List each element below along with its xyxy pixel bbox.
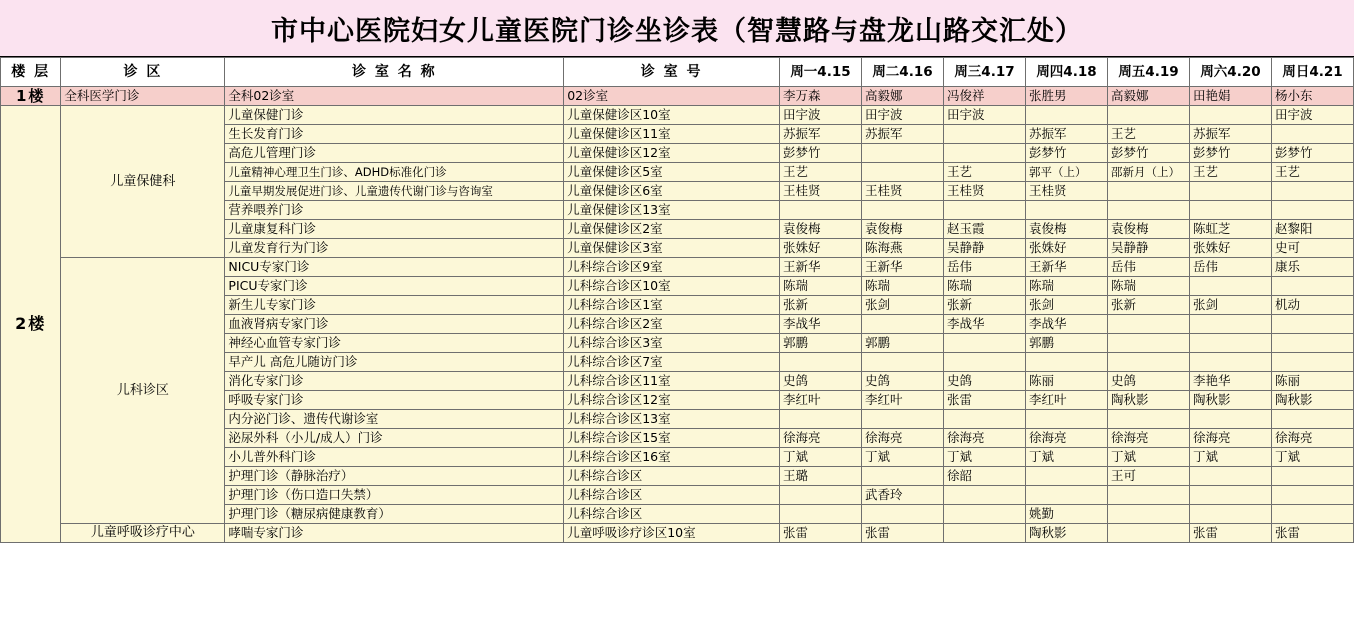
doctor-wed: [943, 486, 1025, 505]
doctor-sat: 张雷: [1189, 524, 1271, 543]
room-no: 儿童保健诊区2室: [564, 220, 780, 239]
doctor-wed: 张新: [943, 296, 1025, 315]
doctor-mon: 王桂贤: [779, 182, 861, 201]
doctor-mon: 李万森: [779, 87, 861, 106]
doctor-sat: 岳伟: [1189, 258, 1271, 277]
doctor-tue: 郭鹏: [861, 334, 943, 353]
doctor-sat: [1189, 334, 1271, 353]
doctor-sat: [1189, 410, 1271, 429]
clinic-name: 神经心血管专家门诊: [225, 334, 564, 353]
room-no: 儿童保健诊区13室: [564, 201, 780, 220]
doctor-sun: 彭梦竹: [1271, 144, 1353, 163]
clinic-name: 营养喂养门诊: [225, 201, 564, 220]
doctor-sun: [1271, 486, 1353, 505]
doctor-thu: [1025, 201, 1107, 220]
clinic-name: 生长发育门诊: [225, 125, 564, 144]
doctor-thu: 王桂贤: [1025, 182, 1107, 201]
clinic-name: 呼吸专家门诊: [225, 391, 564, 410]
doctor-fri: 陈瑞: [1107, 277, 1189, 296]
doctor-fri: 王可: [1107, 467, 1189, 486]
doctor-fri: [1107, 334, 1189, 353]
doctor-sat: [1189, 277, 1271, 296]
col-header-room-no: 诊 室 号: [564, 58, 780, 87]
room-no: 儿科综合诊区7室: [564, 353, 780, 372]
doctor-sun: 赵黎阳: [1271, 220, 1353, 239]
doctor-sun: 丁斌: [1271, 448, 1353, 467]
room-no: 儿童呼吸诊疗诊区10室: [564, 524, 780, 543]
doctor-mon: 王新华: [779, 258, 861, 277]
doctor-tue: 张雷: [861, 524, 943, 543]
doctor-wed: 冯俊祥: [943, 87, 1025, 106]
doctor-fri: [1107, 315, 1189, 334]
doctor-thu: 苏振军: [1025, 125, 1107, 144]
doctor-wed: [943, 524, 1025, 543]
doctor-mon: 陈瑞: [779, 277, 861, 296]
clinic-name: 儿童早期发展促进门诊、儿童遗传代谢门诊与咨询室: [225, 182, 564, 201]
page-title: 市中心医院妇女儿童医院门诊坐诊表（智慧路与盘龙山路交汇处）: [271, 15, 1083, 47]
dept-label-resp-center: 儿童呼吸诊疗中心: [61, 524, 225, 543]
doctor-wed: 田宇波: [943, 106, 1025, 125]
doctor-thu: [1025, 353, 1107, 372]
clinic-name: NICU专家门诊: [225, 258, 564, 277]
room-no: 儿童保健诊区12室: [564, 144, 780, 163]
doctor-fri: 岳伟: [1107, 258, 1189, 277]
room-no: 儿童保健诊区3室: [564, 239, 780, 258]
room-no: 儿童保健诊区11室: [564, 125, 780, 144]
clinic-name: PICU专家门诊: [225, 277, 564, 296]
doctor-tue: 丁斌: [861, 448, 943, 467]
doctor-thu: 陶秋影: [1025, 524, 1107, 543]
doctor-fri: [1107, 353, 1189, 372]
doctor-mon: 彭梦竹: [779, 144, 861, 163]
doctor-fri: [1107, 201, 1189, 220]
doctor-tue: [861, 505, 943, 524]
doctor-tue: [861, 353, 943, 372]
floor-label-1f: 1楼: [1, 87, 61, 106]
doctor-thu: [1025, 410, 1107, 429]
room-no: 儿童保健诊区6室: [564, 182, 780, 201]
room-no: 儿科综合诊区2室: [564, 315, 780, 334]
col-header-floor: 楼 层: [1, 58, 61, 87]
room-no: 儿科综合诊区11室: [564, 372, 780, 391]
doctor-sun: 康乐: [1271, 258, 1353, 277]
doctor-mon: [779, 505, 861, 524]
doctor-thu: 陈丽: [1025, 372, 1107, 391]
doctor-sun: [1271, 182, 1353, 201]
col-header-mon: 周一4.15: [779, 58, 861, 87]
doctor-fri: 彭梦竹: [1107, 144, 1189, 163]
doctor-fri: 徐海亮: [1107, 429, 1189, 448]
doctor-thu: 彭梦竹: [1025, 144, 1107, 163]
doctor-sat: 张剑: [1189, 296, 1271, 315]
doctor-mon: 史鸽: [779, 372, 861, 391]
doctor-sat: 丁斌: [1189, 448, 1271, 467]
doctor-mon: 王璐: [779, 467, 861, 486]
doctor-tue: 袁俊梅: [861, 220, 943, 239]
doctor-fri: 史鸽: [1107, 372, 1189, 391]
title-bar: [0, 0, 1354, 57]
doctor-sat: [1189, 315, 1271, 334]
floor-label-2f: 2楼: [1, 106, 61, 543]
doctor-mon: 李红叶: [779, 391, 861, 410]
doctor-wed: 李战华: [943, 315, 1025, 334]
dept-label-general: 全科医学门诊: [61, 87, 225, 106]
clinic-name: 哮喘专家门诊: [225, 524, 564, 543]
doctor-mon: 丁斌: [779, 448, 861, 467]
doctor-tue: 田宇波: [861, 106, 943, 125]
doctor-mon: 田宇波: [779, 106, 861, 125]
doctor-sun: [1271, 467, 1353, 486]
col-header-sat: 周六4.20: [1189, 58, 1271, 87]
doctor-wed: 王艺: [943, 163, 1025, 182]
col-header-wed: 周三4.17: [943, 58, 1025, 87]
doctor-thu: [1025, 106, 1107, 125]
col-header-thu: 周四4.18: [1025, 58, 1107, 87]
clinic-name: 儿童康复科门诊: [225, 220, 564, 239]
doctor-fri: [1107, 106, 1189, 125]
doctor-tue: 徐海亮: [861, 429, 943, 448]
table-row: [1, 524, 1354, 543]
clinic-name: 高危儿管理门诊: [225, 144, 564, 163]
col-header-tue: 周二4.16: [861, 58, 943, 87]
doctor-wed: 王桂贤: [943, 182, 1025, 201]
doctor-wed: [943, 410, 1025, 429]
room-no: 02诊室: [564, 87, 780, 106]
doctor-sat: 王艺: [1189, 163, 1271, 182]
doctor-fri: 张新: [1107, 296, 1189, 315]
doctor-tue: 张剑: [861, 296, 943, 315]
doctor-fri: [1107, 505, 1189, 524]
clinic-name: 全科02诊室: [225, 87, 564, 106]
doctor-tue: 王新华: [861, 258, 943, 277]
doctor-sat: [1189, 505, 1271, 524]
doctor-tue: 陈海燕: [861, 239, 943, 258]
doctor-wed: 吴静静: [943, 239, 1025, 258]
doctor-mon: 徐海亮: [779, 429, 861, 448]
table-header-row: [1, 58, 1354, 87]
doctor-sun: [1271, 201, 1353, 220]
clinic-name: 血液肾病专家门诊: [225, 315, 564, 334]
doctor-tue: 李红叶: [861, 391, 943, 410]
doctor-tue: 陈瑞: [861, 277, 943, 296]
doctor-wed: 徐韶: [943, 467, 1025, 486]
doctor-thu: 郭鹏: [1025, 334, 1107, 353]
doctor-sat: 陶秋影: [1189, 391, 1271, 410]
doctor-sat: [1189, 201, 1271, 220]
doctor-thu: 姚勤: [1025, 505, 1107, 524]
room-no: 儿科综合诊区1室: [564, 296, 780, 315]
doctor-tue: 高毅娜: [861, 87, 943, 106]
doctor-sun: 徐海亮: [1271, 429, 1353, 448]
doctor-wed: [943, 353, 1025, 372]
doctor-sat: 李艳华: [1189, 372, 1271, 391]
doctor-sun: [1271, 353, 1353, 372]
doctor-mon: 李战华: [779, 315, 861, 334]
doctor-mon: [779, 201, 861, 220]
doctor-sat: 田艳娟: [1189, 87, 1271, 106]
doctor-sat: [1189, 467, 1271, 486]
doctor-wed: 史鸽: [943, 372, 1025, 391]
dept-label-child-health: 儿童保健科: [61, 106, 225, 258]
clinic-name: 消化专家门诊: [225, 372, 564, 391]
room-no: 儿科综合诊区16室: [564, 448, 780, 467]
doctor-thu: 徐海亮: [1025, 429, 1107, 448]
clinic-name: 新生儿专家门诊: [225, 296, 564, 315]
doctor-sun: 王艺: [1271, 163, 1353, 182]
doctor-thu: 张胜男: [1025, 87, 1107, 106]
doctor-mon: 郭鹏: [779, 334, 861, 353]
doctor-sun: [1271, 277, 1353, 296]
doctor-tue: 苏振军: [861, 125, 943, 144]
doctor-sat: 张姝好: [1189, 239, 1271, 258]
doctor-thu: 丁斌: [1025, 448, 1107, 467]
doctor-mon: 袁俊梅: [779, 220, 861, 239]
clinic-name: 早产儿 高危儿随访门诊: [225, 353, 564, 372]
doctor-thu: 袁俊梅: [1025, 220, 1107, 239]
doctor-tue: 史鸽: [861, 372, 943, 391]
doctor-sun: 田宇波: [1271, 106, 1353, 125]
doctor-sat: [1189, 353, 1271, 372]
doctor-tue: 武香玲: [861, 486, 943, 505]
doctor-sat: [1189, 486, 1271, 505]
doctor-tue: [861, 163, 943, 182]
clinic-name: 小儿普外科门诊: [225, 448, 564, 467]
table-row: [1, 87, 1354, 106]
doctor-sat: 陈虹芝: [1189, 220, 1271, 239]
doctor-mon: 苏振军: [779, 125, 861, 144]
doctor-wed: [943, 125, 1025, 144]
doctor-wed: [943, 334, 1025, 353]
doctor-sun: [1271, 505, 1353, 524]
doctor-mon: 张新: [779, 296, 861, 315]
doctor-sun: [1271, 125, 1353, 144]
clinic-name: 内分泌门诊、遗传代谢诊室: [225, 410, 564, 429]
schedule-table: [0, 57, 1354, 543]
room-no: 儿科综合诊区3室: [564, 334, 780, 353]
doctor-thu: 郭平（上）: [1025, 163, 1107, 182]
doctor-thu: [1025, 486, 1107, 505]
doctor-sat: [1189, 182, 1271, 201]
doctor-tue: [861, 410, 943, 429]
doctor-fri: 邵新月（上）: [1107, 163, 1189, 182]
doctor-fri: 吴静静: [1107, 239, 1189, 258]
room-no: 儿科综合诊区15室: [564, 429, 780, 448]
table-row: [1, 106, 1354, 125]
room-no: 儿科综合诊区: [564, 467, 780, 486]
doctor-fri: 陶秋影: [1107, 391, 1189, 410]
doctor-fri: [1107, 524, 1189, 543]
doctor-fri: 高毅娜: [1107, 87, 1189, 106]
doctor-fri: 袁俊梅: [1107, 220, 1189, 239]
col-header-zone: 诊 区: [61, 58, 225, 87]
clinic-name: 护理门诊（伤口造口失禁）: [225, 486, 564, 505]
doctor-sun: [1271, 410, 1353, 429]
doctor-fri: [1107, 410, 1189, 429]
clinic-name: 护理门诊（糖尿病健康教育）: [225, 505, 564, 524]
doctor-sun: 杨小东: [1271, 87, 1353, 106]
doctor-tue: 王桂贤: [861, 182, 943, 201]
doctor-sat: 彭梦竹: [1189, 144, 1271, 163]
doctor-sun: 史可: [1271, 239, 1353, 258]
table-row: [1, 258, 1354, 277]
doctor-thu: [1025, 467, 1107, 486]
doctor-sun: 机动: [1271, 296, 1353, 315]
doctor-sat: [1189, 106, 1271, 125]
doctor-wed: [943, 201, 1025, 220]
doctor-tue: [861, 315, 943, 334]
col-header-sun: 周日4.21: [1271, 58, 1353, 87]
doctor-wed: [943, 144, 1025, 163]
doctor-mon: [779, 353, 861, 372]
room-no: 儿童保健诊区10室: [564, 106, 780, 125]
room-no: 儿科综合诊区10室: [564, 277, 780, 296]
doctor-mon: [779, 410, 861, 429]
doctor-thu: 张姝好: [1025, 239, 1107, 258]
doctor-fri: [1107, 486, 1189, 505]
dept-label-pediatrics: 儿科诊区: [61, 258, 225, 524]
doctor-sun: 陶秋影: [1271, 391, 1353, 410]
doctor-sun: [1271, 315, 1353, 334]
clinic-name: 儿童精神心理卫生门诊、ADHD标准化门诊: [225, 163, 564, 182]
doctor-wed: [943, 505, 1025, 524]
doctor-wed: 丁斌: [943, 448, 1025, 467]
clinic-name: 儿童发育行为门诊: [225, 239, 564, 258]
doctor-sun: 陈丽: [1271, 372, 1353, 391]
doctor-sun: [1271, 334, 1353, 353]
doctor-thu: 王新华: [1025, 258, 1107, 277]
room-no: 儿科综合诊区13室: [564, 410, 780, 429]
doctor-wed: 陈瑞: [943, 277, 1025, 296]
doctor-thu: 李战华: [1025, 315, 1107, 334]
doctor-tue: [861, 467, 943, 486]
doctor-mon: [779, 486, 861, 505]
doctor-mon: 张姝好: [779, 239, 861, 258]
col-header-fri: 周五4.19: [1107, 58, 1189, 87]
room-no: 儿科综合诊区: [564, 486, 780, 505]
doctor-thu: 陈瑞: [1025, 277, 1107, 296]
clinic-name: 护理门诊（静脉治疗）: [225, 467, 564, 486]
doctor-thu: 张剑: [1025, 296, 1107, 315]
doctor-tue: [861, 144, 943, 163]
doctor-fri: 王艺: [1107, 125, 1189, 144]
doctor-sat: 徐海亮: [1189, 429, 1271, 448]
doctor-mon: 王艺: [779, 163, 861, 182]
doctor-fri: 丁斌: [1107, 448, 1189, 467]
col-header-clinic-name: 诊 室 名 称: [225, 58, 564, 87]
room-no: 儿童保健诊区5室: [564, 163, 780, 182]
clinic-name: 泌尿外科（小儿/成人）门诊: [225, 429, 564, 448]
doctor-wed: 徐海亮: [943, 429, 1025, 448]
room-no: 儿科综合诊区9室: [564, 258, 780, 277]
doctor-fri: [1107, 182, 1189, 201]
room-no: 儿科综合诊区12室: [564, 391, 780, 410]
clinic-name: 儿童保健门诊: [225, 106, 564, 125]
doctor-mon: 张雷: [779, 524, 861, 543]
doctor-sun: 张雷: [1271, 524, 1353, 543]
doctor-wed: 赵玉霞: [943, 220, 1025, 239]
doctor-sat: 苏振军: [1189, 125, 1271, 144]
room-no: 儿科综合诊区: [564, 505, 780, 524]
doctor-wed: 张雷: [943, 391, 1025, 410]
doctor-wed: 岳伟: [943, 258, 1025, 277]
doctor-thu: 李红叶: [1025, 391, 1107, 410]
doctor-tue: [861, 201, 943, 220]
